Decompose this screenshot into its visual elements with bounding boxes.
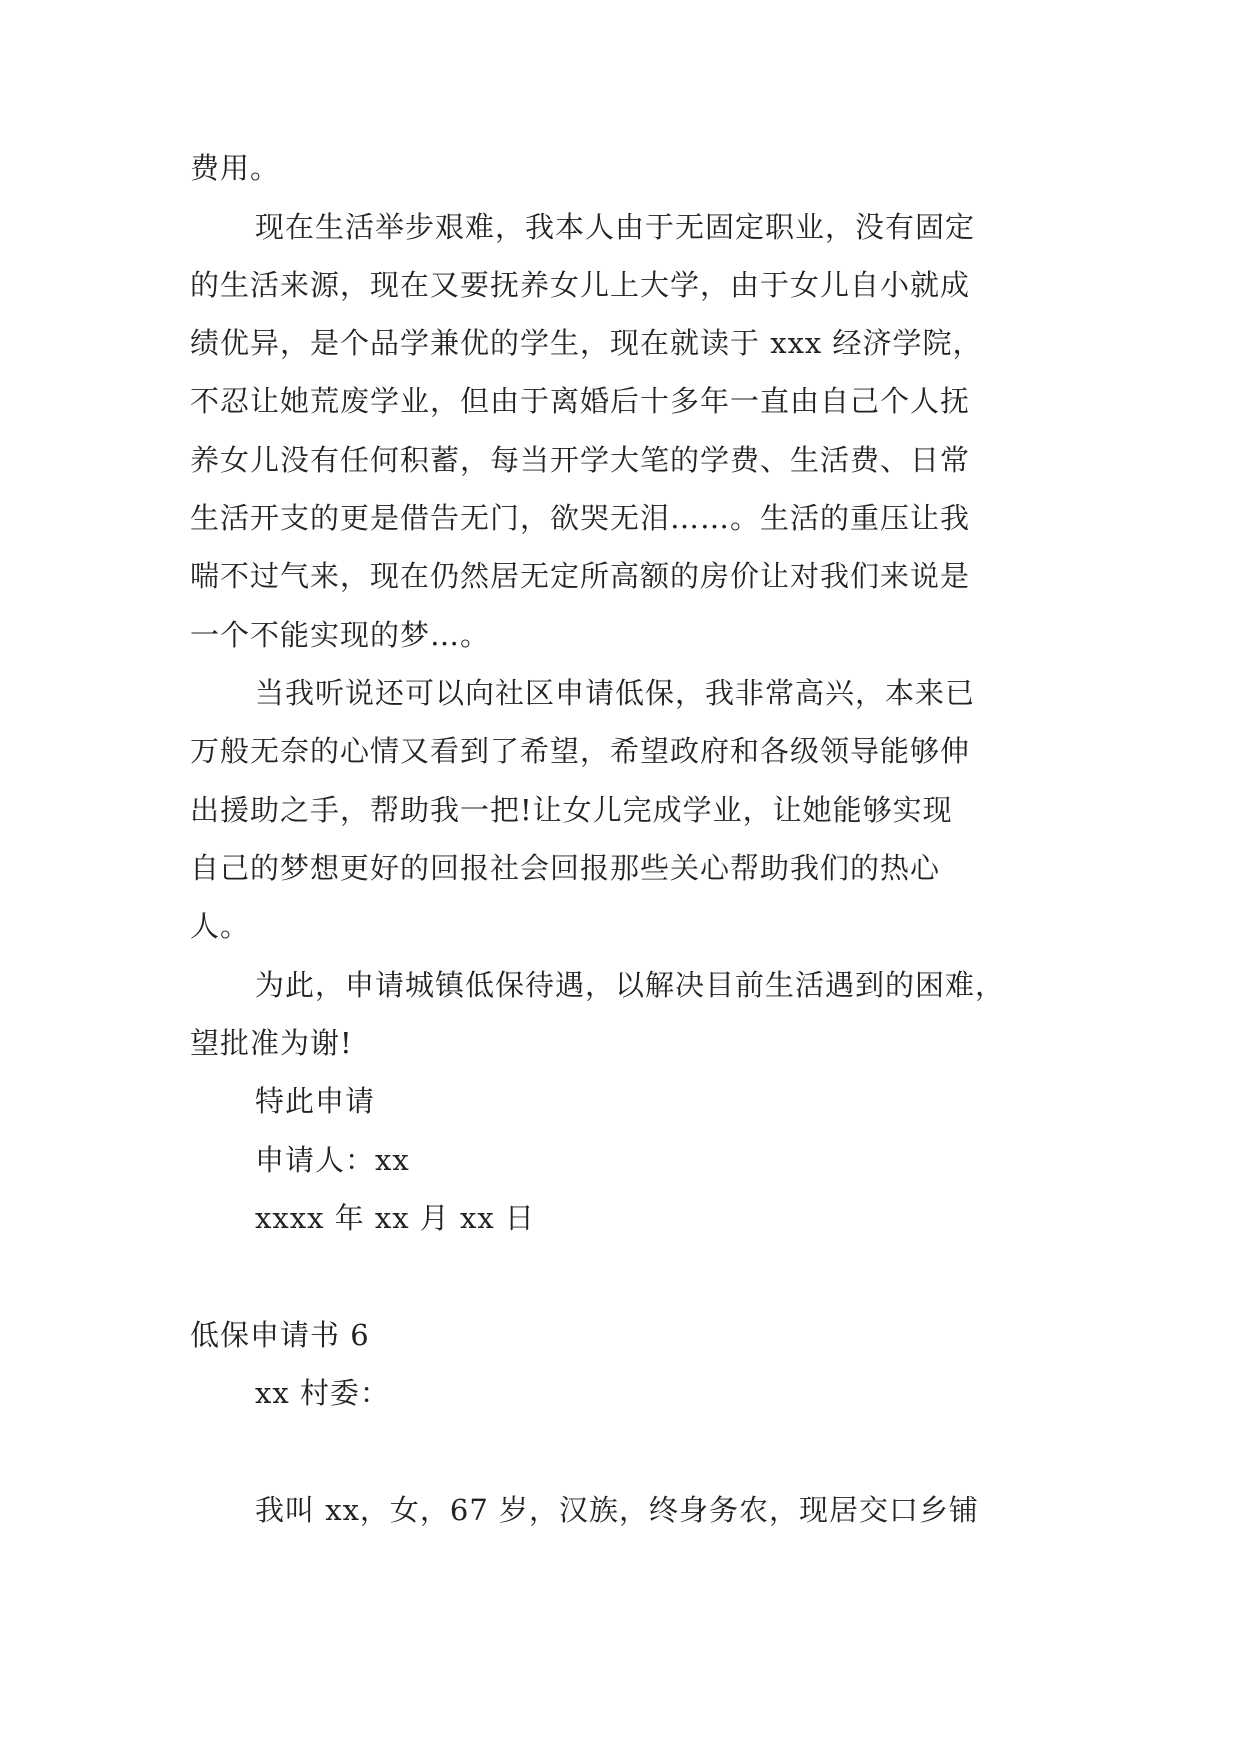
paragraph-line: 现在生活举步艰难，我本人由于无固定职业，没有固定 bbox=[255, 210, 976, 244]
paragraph-line: 喘不过气来，现在仍然居无定所高额的房价让对我们来说是 bbox=[190, 559, 971, 593]
paragraph-line: 自己的梦想更好的回报社会回报那些关心帮助我们的热心 bbox=[190, 851, 941, 885]
paragraph-line: 养女儿没有任何积蓄，每当开学大笔的学费、生活费、日常 bbox=[190, 443, 971, 477]
date-line: xxxx 年 xx 月 xx 日 bbox=[255, 1201, 535, 1235]
paragraph-line: 生活开支的更是借告无门，欲哭无泪……。生活的重压让我 bbox=[190, 501, 971, 535]
paragraph-line: 不忍让她荒废学业，但由于离婚后十多年一直由自己个人抚 bbox=[190, 384, 971, 418]
text-line: 费用。 bbox=[190, 151, 281, 185]
paragraph-line: 一个不能实现的梦…。 bbox=[190, 618, 491, 652]
closing-line: 特此申请 bbox=[255, 1084, 376, 1118]
paragraph-line: 出援助之手，帮助我一把!让女儿完成学业，让她能够实现 bbox=[190, 793, 953, 827]
paragraph-line: 绩优异，是个品学兼优的学生，现在就读于 xxx 经济学院， bbox=[190, 326, 983, 360]
section-title: 低保申请书 6 bbox=[190, 1318, 370, 1352]
paragraph-line: 望批准为谢! bbox=[190, 1026, 353, 1060]
paragraph-line: 为此，申请城镇低保待遇，以解决目前生活遇到的困难， bbox=[255, 968, 1006, 1002]
paragraph-line: 的生活来源，现在又要抚养女儿上大学，由于女儿自小就成 bbox=[190, 268, 971, 302]
paragraph-line: 当我听说还可以向社区申请低保，我非常高兴，本来已 bbox=[255, 676, 976, 710]
salutation-line: xx 村委： bbox=[255, 1376, 390, 1410]
paragraph-line: 人。 bbox=[190, 909, 251, 943]
applicant-line: 申请人：xx bbox=[255, 1143, 410, 1177]
paragraph-line: 万般无奈的心情又看到了希望，希望政府和各级领导能够伸 bbox=[190, 734, 971, 768]
paragraph-line: 我叫 xx，女，67 岁，汉族，终身务农，现居交口乡铺 bbox=[255, 1493, 980, 1527]
